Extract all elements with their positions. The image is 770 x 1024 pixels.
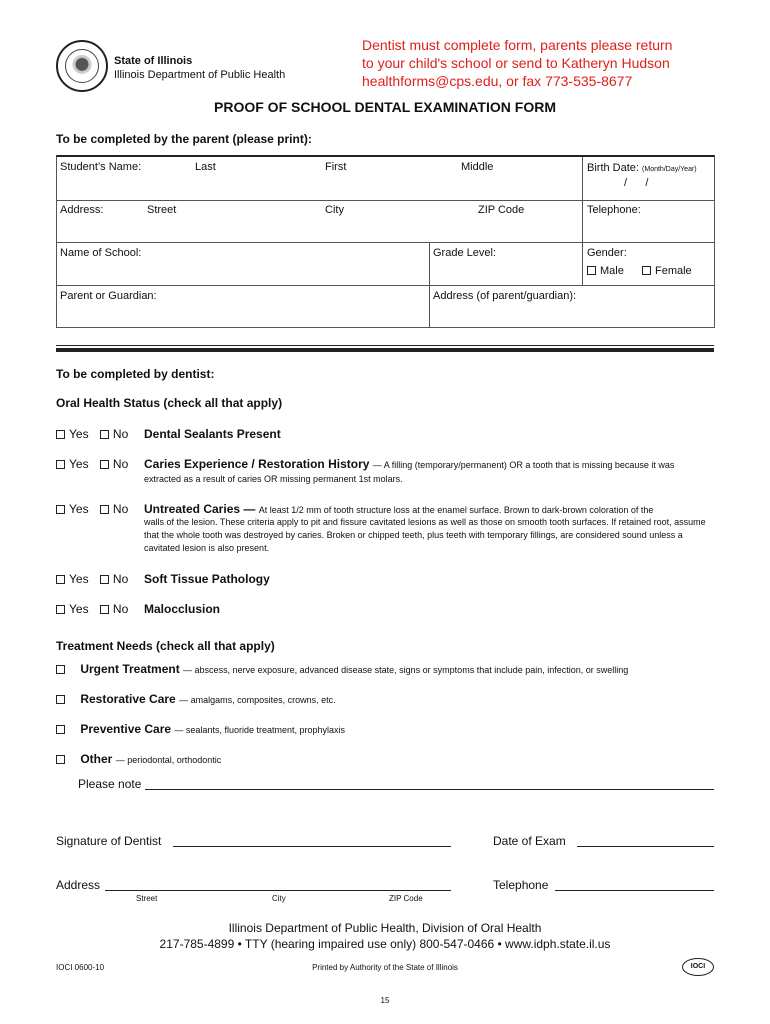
address-label: Address:: [60, 204, 104, 216]
ioci-logo: IOCI: [682, 958, 714, 976]
parent-section-heading: To be completed by the parent (please print):: [56, 132, 312, 146]
page-number: 15: [380, 996, 390, 1005]
soft-tissue-title: Soft Tissue Pathology: [144, 572, 270, 586]
footer-contact: 217-785-4899 • TTY (hearing impaired use only) 800-547-0466 • www.idph.state.il.us: [159, 937, 611, 951]
notice-line-1: Dentist must complete form, parents please return: [362, 37, 673, 53]
untreated-caries-desc: walls of the lesion. These criteria apply to pit and fissure cavitated lesions as well as those on smooth tooth surfaces. If retained root, assume that the whole tooth was destroyed by caries. Broken or chipped teeth, plus teeth with temporary fillings, are considered sound unless a cavitated lesion is also present.: [144, 517, 706, 553]
form-title: PROOF OF SCHOOL DENTAL EXAMINATION FORM: [214, 99, 556, 115]
date-exam-field[interactable]: [577, 846, 714, 847]
untreated-caries-item: Untreated Caries — At least 1/2 mm of tooth structure loss at the enamel surface. Brown to dark-brown coloration of the: [144, 502, 654, 516]
gender-label: Gender:: [587, 247, 627, 259]
signature-field[interactable]: [173, 846, 451, 847]
oral-item-row: Yes No: [56, 572, 128, 586]
restorative-checkbox[interactable]: [56, 695, 65, 704]
divider-thin: [56, 345, 714, 346]
first-name-label: First: [325, 161, 347, 173]
grade-level-label: Grade Level:: [433, 247, 496, 259]
sealants-title: Dental Sealants Present: [144, 427, 281, 441]
male-checkbox[interactable]: [587, 266, 596, 275]
female-checkbox[interactable]: [642, 266, 651, 275]
notice-line-3: healthforms@cps.edu, or fax 773-535-8677: [362, 73, 633, 89]
dentist-address-label: Address: [56, 878, 101, 892]
caries-experience-item: Caries Experience / Restoration History — A filling (temporary/permanent) OR a tooth that is missing because it was: [144, 457, 675, 471]
street-caption: Street: [136, 894, 158, 903]
footer-division: Illinois Department of Public Health, Division of Oral Health: [228, 921, 542, 935]
middle-name-label: Middle: [461, 161, 494, 173]
other-checkbox[interactable]: [56, 755, 65, 764]
malocclusion-title: Malocclusion: [144, 602, 221, 616]
oral-health-heading: Oral Health Status (check all that apply): [56, 396, 283, 410]
preventive-checkbox[interactable]: [56, 725, 65, 734]
please-note-label: Please note: [78, 777, 142, 791]
date-exam-label: Date of Exam: [493, 834, 566, 848]
no-checkbox[interactable]: [100, 605, 109, 614]
no-checkbox[interactable]: [100, 505, 109, 514]
yes-checkbox[interactable]: [56, 575, 65, 584]
guardian-address-label: Address (of parent/guardian):: [433, 290, 577, 302]
yes-checkbox[interactable]: [56, 460, 65, 469]
street-label: Street: [147, 204, 177, 216]
oral-item-row: Yes No: [56, 602, 128, 616]
please-note-field[interactable]: [145, 789, 714, 790]
guardian-label: Parent or Guardian:: [60, 290, 157, 302]
birth-date-label: Birth Date: (Month/Day/Year): [587, 162, 697, 174]
state-seal-logo: [56, 40, 108, 92]
notice-line-2: to your child's school or send to Katheryn Hudson: [362, 55, 670, 71]
school-name-label: Name of School:: [60, 247, 142, 259]
treatment-restorative-row: Restorative Care — amalgams, composites, crowns, etc.: [56, 692, 336, 706]
zip-label: ZIP Code: [478, 204, 525, 216]
treatment-other-row: Other — periodontal, orthodontic: [56, 752, 221, 766]
birth-date-slashes: / /: [624, 177, 649, 189]
state-label: State of Illinois: [114, 55, 193, 67]
city-caption: City: [272, 894, 286, 903]
caries-experience-desc: extracted as a result of caries OR missing permanent 1st molars.: [144, 474, 403, 484]
gender-female-option[interactable]: Female: [642, 265, 692, 277]
last-name-label: Last: [195, 161, 216, 173]
treatment-urgent-row: Urgent Treatment — abscess, nerve exposure, advanced disease state, signs or symptoms that include pain, infection, or swelling: [56, 662, 726, 676]
treatment-preventive-row: Preventive Care — sealants, fluoride treatment, prophylaxis: [56, 722, 345, 736]
oral-item-row: Yes No: [56, 502, 128, 516]
telephone-label: Telephone:: [587, 204, 641, 216]
department-label: Illinois Department of Public Health: [114, 69, 286, 81]
signature-label: Signature of Dentist: [56, 834, 162, 848]
gender-male-option[interactable]: Male: [587, 265, 624, 277]
yes-checkbox[interactable]: [56, 430, 65, 439]
city-label: City: [325, 204, 344, 216]
dentist-section-heading: To be completed by dentist:: [56, 367, 215, 381]
yes-checkbox[interactable]: [56, 505, 65, 514]
no-checkbox[interactable]: [100, 575, 109, 584]
zip-caption: ZIP Code: [389, 894, 423, 903]
students-name-label: Student’s Name:: [60, 161, 142, 173]
parent-info-table: [56, 155, 715, 328]
treatment-heading: Treatment Needs (check all that apply): [56, 639, 275, 653]
no-checkbox[interactable]: [100, 430, 109, 439]
form-id: IOCI 0600-10: [56, 963, 105, 972]
no-checkbox[interactable]: [100, 460, 109, 469]
dentist-address-field[interactable]: [105, 890, 451, 891]
oral-item-row: Yes No: [56, 457, 128, 471]
yes-checkbox[interactable]: [56, 605, 65, 614]
dentist-telephone-label: Telephone: [493, 878, 549, 892]
dentist-telephone-field[interactable]: [555, 890, 714, 891]
divider-thick: [56, 348, 714, 352]
urgent-checkbox[interactable]: [56, 665, 65, 674]
oral-item-row: Yes No: [56, 427, 128, 441]
printed-authority: Printed by Authority of the State of Illinois: [312, 963, 458, 972]
